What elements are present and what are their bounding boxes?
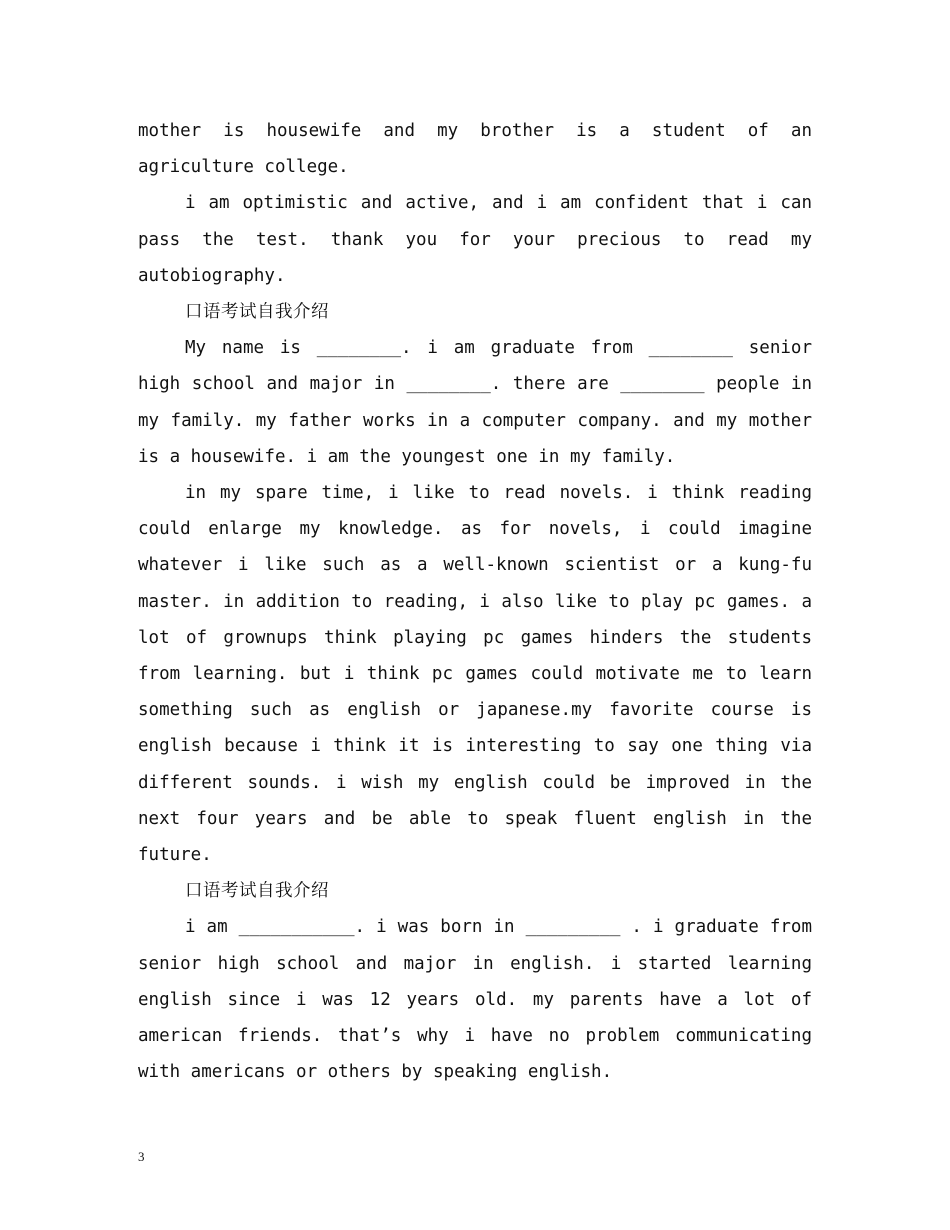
section-heading: 口语考试自我介绍 — [185, 881, 329, 902]
body-paragraph: i am ___________. i was born in _________ . i graduate from senior high school and major in english. i started learning english since i was 12 years old. my parents have a lot of american friends. that’s why i have no problem communicating with americans or others by speaking english. — [138, 917, 812, 1083]
body-paragraph: in my spare time, i like to read novels. i think reading could enlarge my knowledge. as for novels, i could imagine whatever i like such as a well-known scientist or a kung-fu master. in addition to reading, i also like to play pc games. a lot of grownups think playing pc games hinders the students from learning. but i think pc games could motivate me to learn something such as english or japanese.my favorite course is english because i think it is interesting to say one thing via different sounds. i wish my english could be improved in the next four years and be able to speak fluent english in the future. — [138, 483, 812, 866]
document-page — [138, 113, 812, 1090]
body-paragraph: i am optimistic and active, and i am confident that i can pass the test. thank you for your precious to read my autobiography. — [138, 193, 812, 286]
page-number: 3 — [138, 1149, 145, 1164]
body-paragraph: My name is ________. i am graduate from ________ senior high school and major in ________. there are ________ people in my family. my father works in a computer company. and my mother is a housewife. i am the youngest one in my family. — [138, 338, 812, 467]
section-heading: 口语考试自我介绍 — [185, 302, 329, 323]
body-paragraph: mother is housewife and my brother is a student of an agriculture college. — [138, 121, 812, 178]
